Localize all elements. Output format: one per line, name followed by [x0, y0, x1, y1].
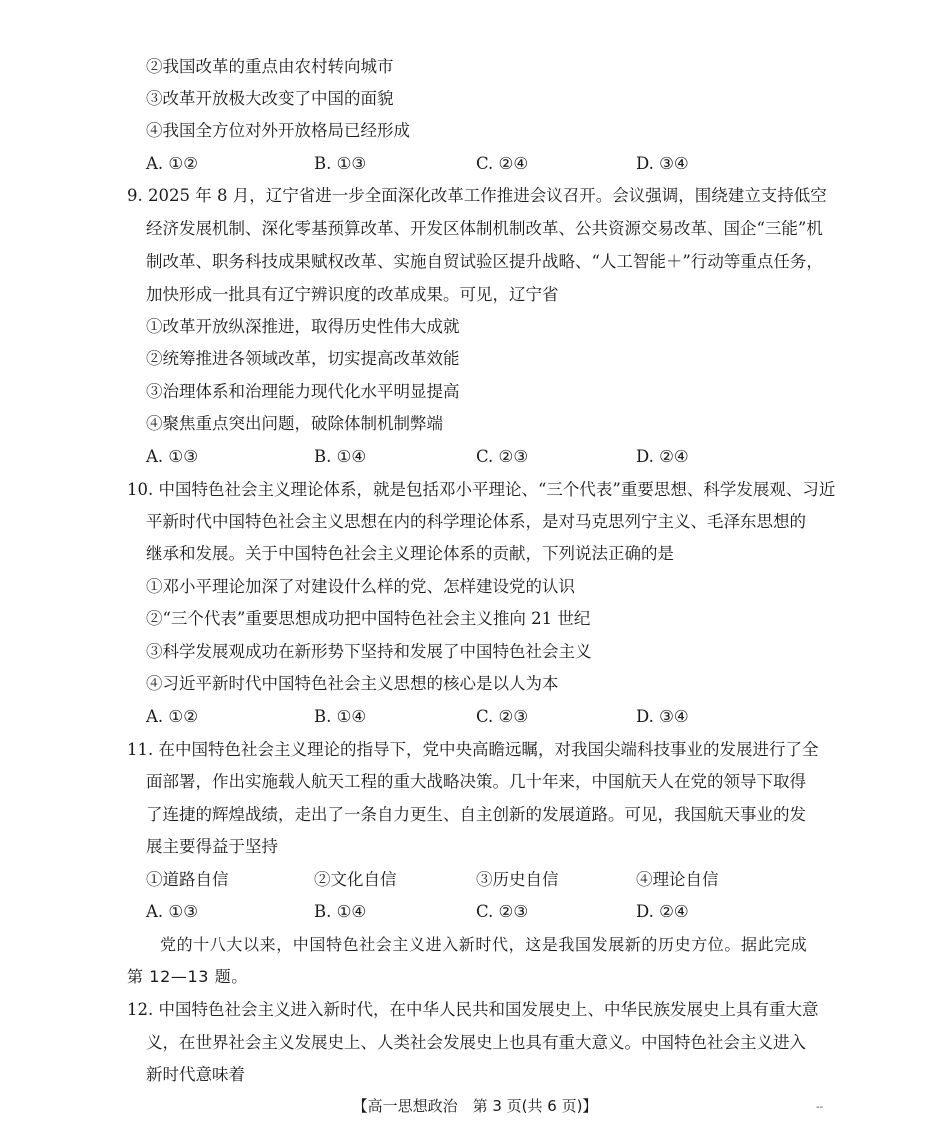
q10-item-2: ②“三个代表”重要思想成功把中国特色社会主义推向 21 世纪: [146, 609, 591, 628]
q9-item-1: ①改革开放纵深推进，取得历史性伟大成就: [146, 317, 460, 336]
q9-option-d: D. ②④: [636, 447, 689, 466]
q9-item-4: ④聚焦重点突出问题，破除体制机制弊端: [146, 414, 443, 433]
q8-item-4: ④我国全方位对外开放格局已经形成: [146, 121, 410, 140]
q9-item-3: ③治理体系和治理能力现代化水平明显提高: [146, 382, 460, 401]
q11-item-3: ③历史自信: [476, 870, 559, 889]
q12-stem-line: 义，在世界社会主义发展史上、人类社会发展史上也具有重大意义。中国特色社会主义进入: [146, 1033, 806, 1052]
q10-item-1: ①邓小平理论加深了对建设什么样的党、怎样建设党的认识: [146, 577, 575, 596]
corner-mark: --: [816, 1102, 824, 1113]
q11-option-b: B. ①④: [314, 902, 367, 921]
q10-item-4: ④习近平新时代中国特色社会主义思想的核心是以人为本: [146, 674, 559, 693]
q11-item-4: ④理论自信: [636, 870, 719, 889]
q10-stem-line: 继承和发展。关于中国特色社会主义理论体系的贡献，下列说法正确的是: [146, 544, 674, 563]
q8-option-b: B. ①③: [314, 154, 367, 173]
q8-item-2: ②我国改革的重点由农村转向城市: [146, 57, 394, 76]
q11-item-1: ①道路自信: [146, 870, 229, 889]
q8-option-d: D. ③④: [636, 154, 689, 173]
page-footer: 【高一思想政治 第 3 页(共 6 页)】: [352, 1097, 598, 1115]
q10-option-d: D. ③④: [636, 707, 689, 726]
q9-stem-line: 经济发展机制、深化零基预算改革、开发区体制机制改革、公共资源交易改革、国企“三能”机: [146, 219, 823, 238]
q8-item-3: ③改革开放极大改变了中国的面貌: [146, 89, 394, 108]
q10-option-b: B. ①④: [314, 707, 367, 726]
q10-option-c: C. ②③: [476, 707, 529, 726]
q8-option-a: A. ①②: [146, 154, 198, 173]
q9-option-c: C. ②③: [476, 447, 529, 466]
q11-stem-line: 展主要得益于坚持: [146, 837, 278, 856]
q11-stem-line: 11. 在中国特色社会主义理论的指导下，党中央高瞻远瞩，对我国尖端科技事业的发展进行了全: [127, 740, 819, 759]
q9-option-a: A. ①③: [146, 447, 198, 466]
q11-option-c: C. ②③: [476, 902, 529, 921]
q8-option-c: C. ②④: [476, 154, 529, 173]
q11-stem-line: 面部署，作出实施载人航天工程的重大战略决策。几十年来，中国航天人在党的领导下取得: [146, 772, 806, 791]
q10-option-a: A. ①②: [146, 707, 198, 726]
q9-item-2: ②统筹推进各领域改革，切实提高改革效能: [146, 349, 460, 368]
q9-stem-line: 加快形成一批具有辽宁辨识度的改革成果。可见，辽宁省: [146, 285, 559, 304]
q12-stem-line: 新时代意味着: [146, 1065, 245, 1084]
q11-item-2: ②文化自信: [314, 870, 397, 889]
q10-stem-line: 10. 中国特色社会主义理论体系，就是包括邓小平理论、“三个代表”重要思想、科学发展观、习近: [127, 480, 836, 499]
material-line: 党的十八大以来，中国特色社会主义进入新时代，这是我国发展新的历史方位。据此完成: [160, 935, 808, 954]
q11-option-d: D. ②④: [636, 902, 689, 921]
q9-option-b: B. ①④: [314, 447, 367, 466]
q11-stem-line: 了连捷的辉煌战绩，走出了一条自力更生、自主创新的发展道路。可见，我国航天事业的发: [146, 805, 806, 824]
q11-option-a: A. ①③: [146, 902, 198, 921]
q10-stem-line: 平新时代中国特色社会主义思想在内的科学理论体系，是对马克思列宁主义、毛泽东思想的: [146, 512, 806, 531]
q9-stem-line: 制改革、职务科技成果赋权改革、实施自贸试验区提升战略、“人工智能＋”行动等重点任务，: [146, 252, 823, 271]
q9-stem-line: 9. 2025 年 8 月，辽宁省进一步全面深化改革工作推进会议召开。会议强调，围绕建立支持低空: [127, 186, 827, 205]
q12-stem-line: 12. 中国特色社会主义进入新时代，在中华人民共和国发展史上、中华民族发展史上具有重大意: [127, 1000, 819, 1019]
q10-item-3: ③科学发展观成功在新形势下坚持和发展了中国特色社会主义: [146, 642, 592, 661]
material-line: 第 12—13 题。: [127, 967, 248, 986]
